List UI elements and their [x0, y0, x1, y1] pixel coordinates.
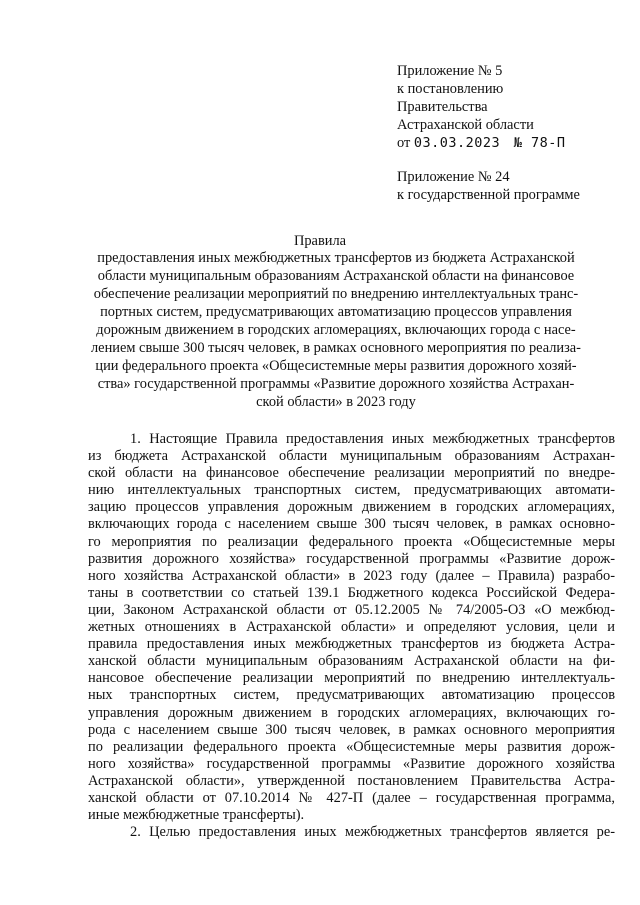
document-title: Правила [293, 233, 347, 249]
body-line: из бюджета Астраханской области муниципальным образованиям Астрахан- [88, 448, 615, 465]
subtitle-line: лением свыше 300 тысяч человек, в рамках основного мероприятия по реализа- [91, 340, 581, 356]
subtitle-line: предоставления иных межбюджетных трансфертов из бюджета Астраханской [97, 250, 575, 266]
body-line: зацию процессов управления дорожным движением в городских агломерациях, [88, 499, 615, 516]
body-line: ханской области от 07.10.2014 № 427-П (далее – государственная программа, [88, 789, 615, 806]
body-line: ции, Законом Астраханской области от 05.12.2005 № 74/2005-ОЗ «О межбюд- [88, 601, 615, 618]
appendix-24-line: к государственной программе [397, 187, 580, 203]
body-line: ханской области муниципальным образованиям Астраханской области на фи- [88, 653, 615, 670]
resolution-number: № 78-П [513, 135, 566, 151]
subtitle-line: обеспечение реализации мероприятий по внедрению интеллектуальных транс- [93, 286, 579, 302]
document-body [88, 431, 615, 841]
date-prefix: от [397, 135, 411, 151]
body-line: ного хозяйства Астраханской области» в 2023 году (далее – Правила) разрабо- [88, 567, 615, 584]
appendix-5-line: Правительства [397, 99, 488, 115]
body-line: Астраханской области», утвержденной постановлением Правительства Астра- [88, 772, 615, 789]
appendix-5-line: Астраханской области [397, 117, 534, 133]
body-line: управления дорожным движением в городских агломерациях, включающих го- [88, 704, 615, 721]
body-line: включающих города с населением свыше 300 тысяч человек, в рамках основно- [88, 516, 615, 533]
body-line: ных транспортных систем, предусматривающих автоматизацию процессов [88, 687, 615, 704]
body-line: го мероприятия по реализации федерального проекта «Общесистемные меры [88, 533, 615, 550]
body-line: рода с населением свыше 300 тысяч человек, в рамках основного мероприятия [88, 721, 615, 738]
appendix-5-line: к постановлению [397, 81, 504, 97]
body-line: развития дорожного хозяйства» государственной программы «Развитие дорож- [88, 550, 615, 567]
appendix-5-line: Приложение № 5 [397, 63, 503, 79]
body-line: жетных отношениях в Астраханской области» и определяют условия, цели и [88, 619, 615, 636]
resolution-date-line [397, 134, 627, 152]
document-subtitle [86, 249, 586, 411]
body-line: иные межбюджетные трансферты). [88, 807, 305, 824]
body-line: таны в соответствии со статьей 139.1 Бюджетного кодекса Российской Федера- [88, 584, 615, 601]
body-line: по реализации федерального проекта «Общесистемные меры развития дорож- [88, 738, 615, 755]
resolution-date: 03.03.2023 [413, 135, 501, 151]
subtitle-line: дорожным движением в городских агломерациях, включающих города с насе- [96, 322, 576, 338]
body-line: правила предоставления иных межбюджетных трансфертов из бюджета Астра- [88, 636, 615, 653]
appendix-24-line: Приложение № 24 [397, 169, 510, 185]
subtitle-line: ства» государственной программы «Развитие дорожного хозяйства Астрахан- [97, 376, 575, 392]
body-line: нансовое обеспечение реализации мероприятий по внедрению интеллектуаль- [88, 670, 615, 687]
body-line: нию интеллектуальных транспортных систем, предусматривающих автомати- [88, 482, 615, 499]
subtitle-line: портных систем, предусматривающих автоматизацию процессов управления [100, 304, 572, 320]
body-line: ного хозяйства» государственной программы «Развитие дорожного хозяйства [88, 755, 615, 772]
subtitle-line: области муниципальным образованиям Астраханской области на финансовое [97, 268, 575, 284]
subtitle-line: ции федерального проекта «Общесистемные меры развития дорожного хозяй- [95, 358, 577, 374]
body-line: 1. Настоящие Правила предоставления иных межбюджетных трансфертов [130, 431, 615, 447]
body-line: ской области на финансовое обеспечение реализации мероприятий по внедре- [88, 465, 615, 482]
appendix-5-header [397, 62, 627, 152]
appendix-24-header [397, 168, 627, 204]
subtitle-line: ской области» в 2023 году [256, 394, 416, 410]
body-line: 2. Целью предоставления иных межбюджетных трансфертов является ре- [130, 824, 615, 841]
